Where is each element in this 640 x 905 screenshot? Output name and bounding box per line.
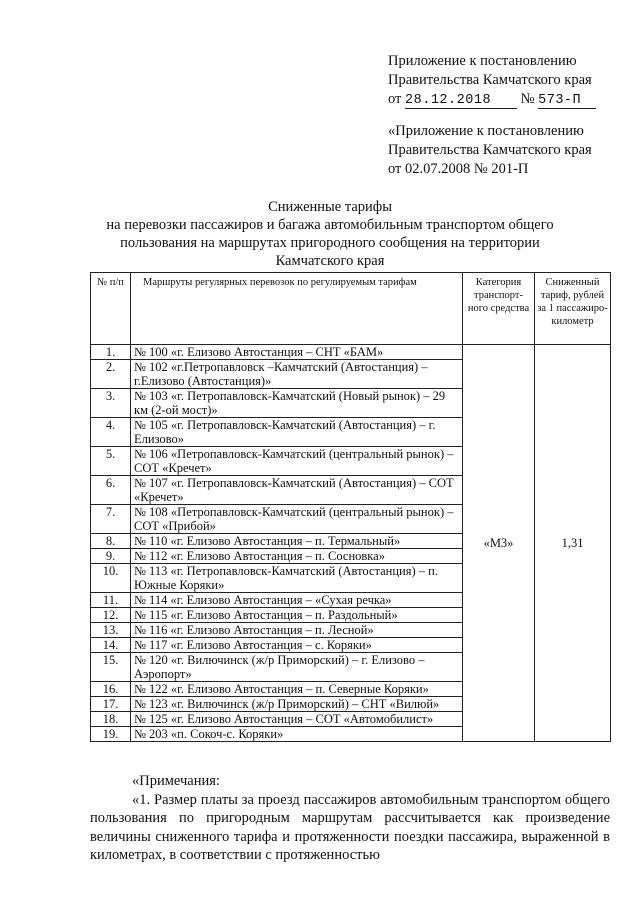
notes-section [90, 772, 610, 865]
route-name: № 108 «Петропавловск-Камчатский (центральный рынок) – СОТ «Прибой» [131, 505, 463, 534]
row-number: 10. [91, 564, 131, 593]
route-name: № 122 «г. Елизово Автостанция – п. Северные Коряки» [131, 682, 463, 697]
row-number: 15. [91, 653, 131, 682]
appendix-new-line1: Приложение к постановлению [388, 53, 577, 69]
row-number: 4. [91, 418, 131, 447]
route-name: № 117 «г. Елизово Автостанция – с. Коряки» [131, 638, 463, 653]
vehicle-category: «М3» [463, 345, 535, 742]
route-name: № 100 «г. Елизово Автостанция – СНТ «БАМ» [131, 345, 463, 360]
decree-number: 573-П [538, 93, 596, 109]
row-number: 8. [91, 534, 131, 549]
title-line3: пользования на маршрутах пригородного сообщения на территории [120, 235, 540, 251]
route-name: № 116 «г. Елизово Автостанция – п. Лесной» [131, 623, 463, 638]
notes-paragraph: «1. Размер платы за проезд пассажиров автомобильным транспортом общего пользования по пригородным маршрутам рассчитывается как произведение величины сниженного тарифа и протяженности поездки пассажира, выраженной в километрах, в соответствии с протяженностью [90, 791, 610, 863]
row-number: 6. [91, 476, 131, 505]
appendix-old-line1: «Приложение к постановлению [388, 123, 584, 139]
appendix-new [388, 52, 596, 109]
row-number: 5. [91, 447, 131, 476]
appendix-old [388, 122, 592, 179]
route-name: № 115 «г. Елизово Автостанция – п. Раздольный» [131, 608, 463, 623]
title-line1: Сниженные тарифы [268, 199, 392, 215]
table-body [91, 345, 611, 742]
row-number: 7. [91, 505, 131, 534]
row-number: 9. [91, 549, 131, 564]
route-name: № 125 «г. Елизово Автостанция – СОТ «Автомобилист» [131, 712, 463, 727]
route-name: № 102 «г.Петропавловск –Камчатский (Автостанция) – г.Елизово (Автостанция)» [131, 360, 463, 389]
row-number: 14. [91, 638, 131, 653]
row-number: 19. [91, 727, 131, 742]
row-number: 18. [91, 712, 131, 727]
appendix-old-line3: от 02.07.2008 № 201-П [388, 161, 529, 177]
document-title [60, 198, 600, 270]
table-row [91, 345, 611, 360]
row-number: 16. [91, 682, 131, 697]
appendix-new-date-line [388, 90, 596, 109]
row-number: 1. [91, 345, 131, 360]
route-name: № 113 «г. Петропавловск-Камчатский (Автостанция) – п. Южные Коряки» [131, 564, 463, 593]
route-name: № 105 «г. Петропавловск-Камчатский (Автостанция) – г. Елизово» [131, 418, 463, 447]
row-number: 11. [91, 593, 131, 608]
route-name: № 106 «Петропавловск-Камчатский (центральный рынок) – СОТ «Кречет» [131, 447, 463, 476]
route-name: № 123 «г. Вилючинск (ж/р Приморский) – СНТ «Вилюй» [131, 697, 463, 712]
row-number: 13. [91, 623, 131, 638]
reduced-tariff: 1,31 [535, 345, 611, 742]
route-name: № 203 «п. Сокоч-с. Коряки» [131, 727, 463, 742]
notes-heading: «Примечания: [132, 773, 220, 789]
route-name: № 110 «г. Елизово Автостанция – п. Термальный» [131, 534, 463, 549]
route-name: № 120 «г. Вилючинск (ж/р Приморский) – г. Елизово – Аэропорт» [131, 653, 463, 682]
header-num: № п/п [91, 273, 131, 345]
route-name: № 103 «г. Петропавловск-Камчатский (Новый рынок) – 29 км (2-ой мост)» [131, 389, 463, 418]
appendix-old-line2: Правительства Камчатского края [388, 142, 592, 158]
header-category: Категория транспорт- ного средства [463, 273, 535, 345]
appendix-new-line2: Правительства Камчатского края [388, 72, 592, 88]
title-line2: на перевозки пассажиров и багажа автомобильным транспортом общего [106, 217, 554, 233]
tariff-table [90, 272, 611, 742]
header-tariff: Сниженный тариф, рублей за 1 пассажиро- километр [535, 273, 611, 345]
date-prefix: от [388, 91, 402, 107]
table-header-row [91, 273, 611, 345]
route-name: № 114 «г. Елизово Автостанция – «Сухая речка» [131, 593, 463, 608]
row-number: 17. [91, 697, 131, 712]
route-name: № 112 «г. Елизово Автостанция – п. Сосновка» [131, 549, 463, 564]
row-number: 2. [91, 360, 131, 389]
number-prefix: № [520, 91, 535, 107]
row-number: 12. [91, 608, 131, 623]
decree-date: 28.12.2018 [405, 93, 517, 109]
header-route: Маршруты регулярных перевозок по регулируемым тарифам [131, 273, 463, 345]
title-line4: Камчатского края [275, 253, 385, 269]
route-name: № 107 «г. Петропавловск-Камчатский (Автостанция) – СОТ «Кречет» [131, 476, 463, 505]
row-number: 3. [91, 389, 131, 418]
